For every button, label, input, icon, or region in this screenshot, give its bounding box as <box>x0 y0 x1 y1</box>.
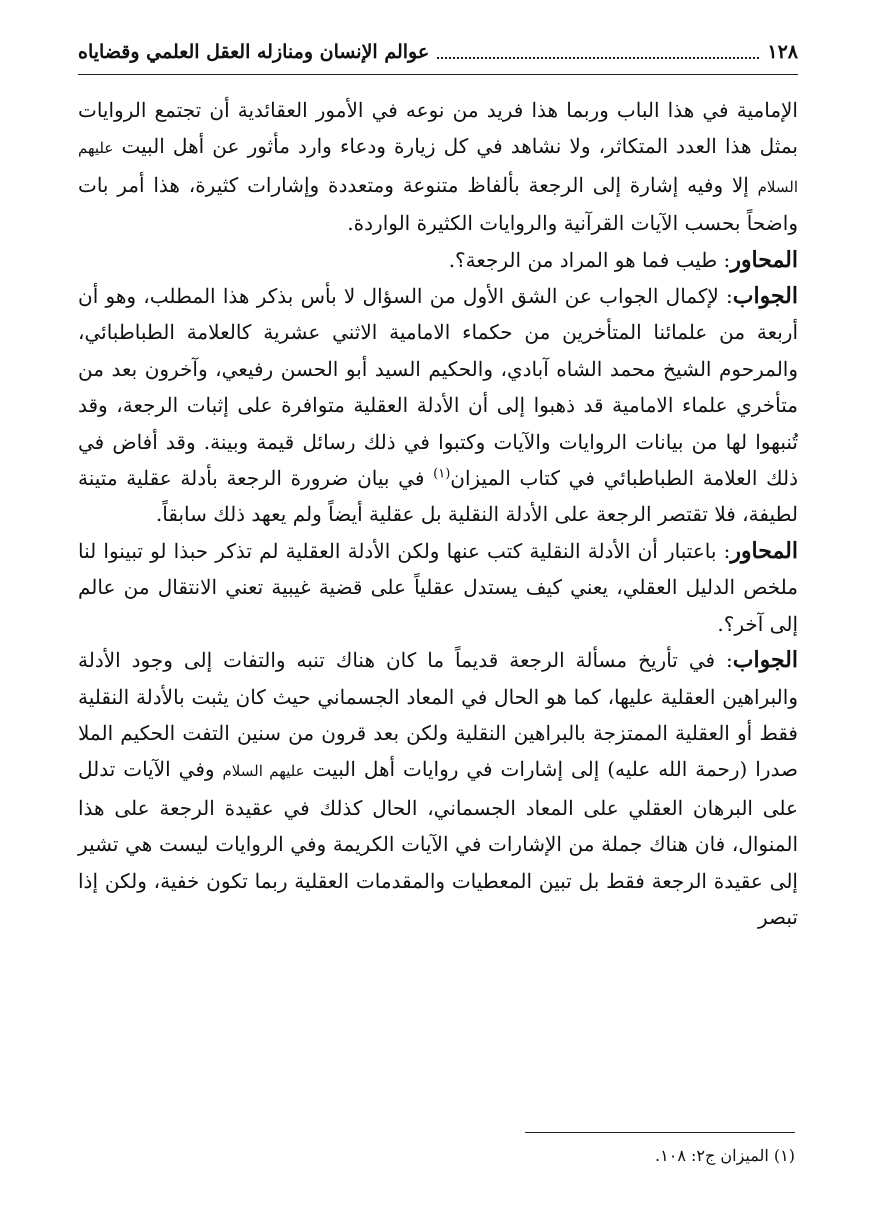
paragraph-2: المحاور: طيب فما هو المراد من الرجعة؟. <box>448 246 798 273</box>
footnote-reference[interactable]: (١) <box>433 466 451 482</box>
speaker-label: الجواب <box>732 647 798 674</box>
page-number: ١٢٨ <box>767 41 798 63</box>
speaker-label: الجواب <box>732 283 798 310</box>
footnote-separator <box>525 1132 795 1133</box>
honorific-symbol: عليهم السلام <box>222 762 305 781</box>
speaker-label: المحاور <box>730 246 798 273</box>
paragraph-3: الجواب: لإكمال الجواب عن الشق الأول من السؤال لا بأس بذكر هذا المطلب، وهو أن أربعة من علمائنا المتأخرين من حكماء الامامية الاثني عشرية كالعلامة الطباطبائي، والمرحوم الشيخ محمد الشاه آبادي، والحكيم السيد أبو الحسن رفيعي، وآخرون بعد من متأخري علماء الامامية قد ذهبوا إلى أن الأدلة العقلية متوافرة على إثبات الرجعة، وقد تُنبهوا لها من بيانات الروايات والآيات وكتبوا في ذلك رسائل قيمة وبينة. وقد أفاض في ذلك العلامة الطباطبائي في كتاب الميزان$^{(١)}$ في بيان ضرورة الرجعة بأدلة عقلية متينة لطيفة، فلا تقتصر الرجعة على الأدلة النقلية بل عقلية أيضاً ولم يعهد ذلك سابقاً. <box>78 283 799 527</box>
honorific-symbol: عليهم السلام <box>78 139 798 196</box>
speaker-label: المحاور <box>730 537 798 564</box>
main-text <box>78 92 798 935</box>
leader-dots <box>437 57 759 59</box>
running-header <box>78 30 798 75</box>
book-title: عوالم الإنسان ومنازله العقل العلمي وقضاياه <box>78 41 430 63</box>
paragraph-4: المحاور: باعتبار أن الأدلة النقلية كتب عنها ولكن الأدلة العقلية لم تذكر حبذا لو تبينوا لنا ملخص الدليل العقلي، يعني كيف يستدل عقلياً على قضية غيبية تعني الانتقال من عالم إلى آخر؟. <box>78 537 798 636</box>
paragraph-5: الجواب: في تأريخ مسألة الرجعة قديماً ما كان هناك تنبه والتفات إلى وجود الأدلة والبراهين العقلية عليها، كما هو الحال في المعاد الجسماني حيث كان يثبت بالأدلة النقلية فقط أو العقلية الممتزجة بالبراهين النقلية ولكن بعد قرون من سنين التفت الحكيم الملا صدرا (رحمة الله عليه) إلى إشارات في روايات أهل البيت عليهم السلام وفي الآيات تدلل على البرهان العقلي على المعاد الجسماني، الحال كذلك في عقيدة الرجعة على هذا المنوال، فان هناك جملة من الإشارات في الآيات الكريمة وفي الروايات ليست هي تشير إلى عقيدة الرجعة فقط بل تبين المعطيات والمقدمات العقلية ربما تكون خفية، ولكن إذا تبصر <box>78 647 798 929</box>
footnote: (١) الميزان ج٢: ١٠٨. <box>655 1146 795 1165</box>
paragraph-1: الإمامية في هذا الباب وربما هذا فريد من نوعه في الأمور العقائدية أن تجتمع الروايات بمثل هذا العدد المتكاثر، ولا نشاهد في كل زيارة ودعاء وارد مأثور عن أهل البيت عليهم السلام إلا وفيه إشارة إلى الرجعة بألفاظ متنوعة ومتعددة وإشارات كثيرة، هذا أمر بات واضحاً بحسب الآيات القرآنية والروايات الكثيرة الواردة. <box>78 98 798 236</box>
